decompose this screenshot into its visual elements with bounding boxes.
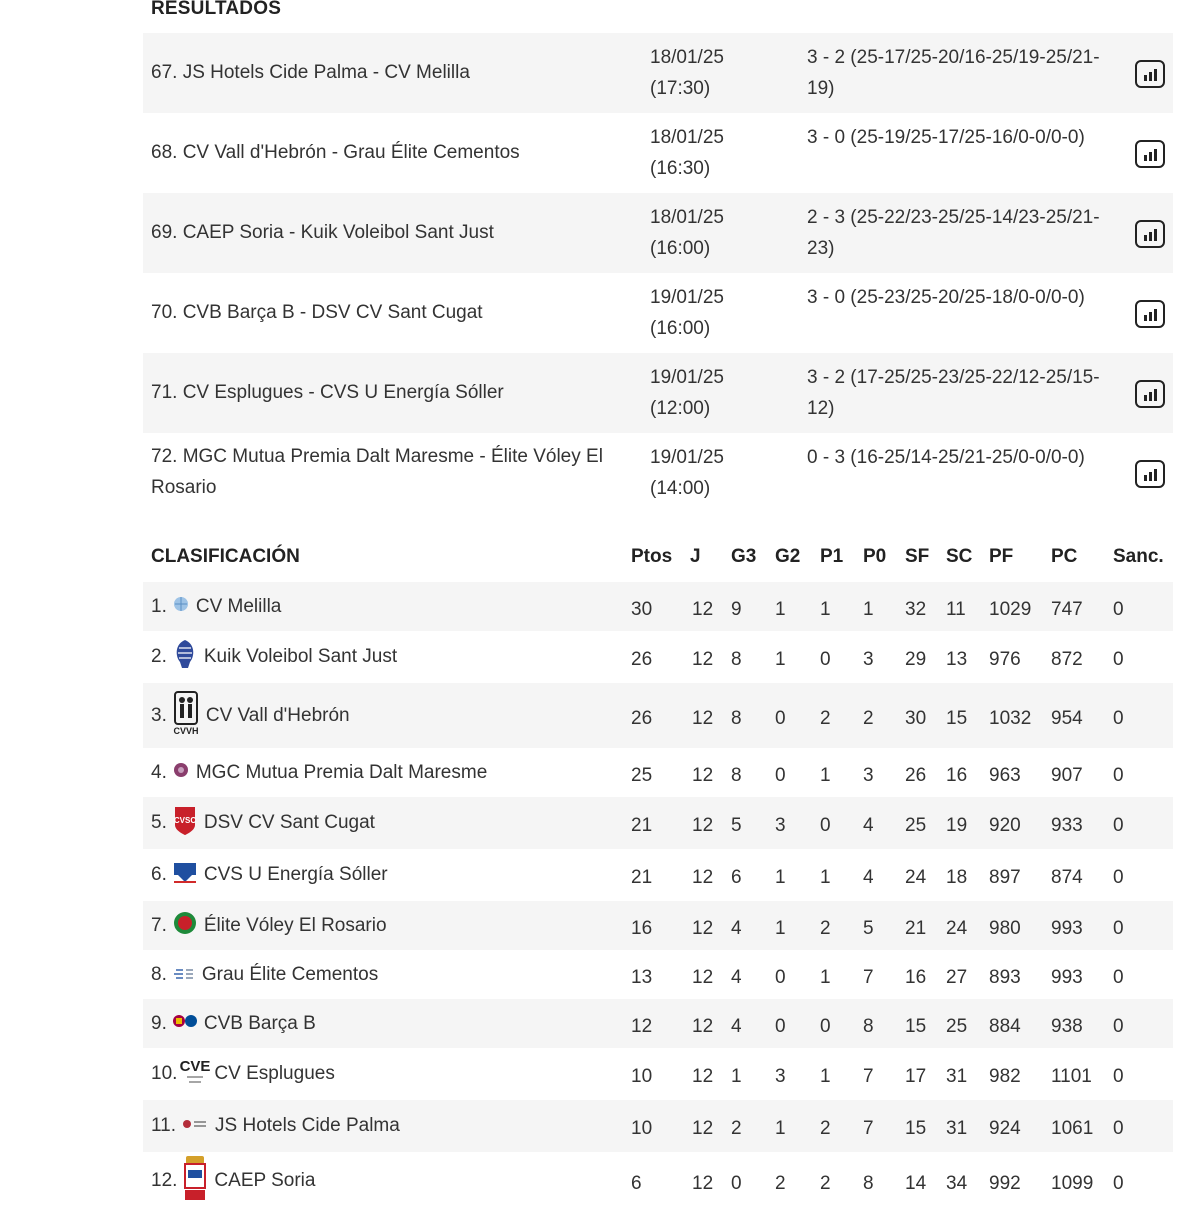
svg-text:CVSC: CVSC bbox=[173, 816, 196, 825]
standings-cell: 9 bbox=[731, 599, 742, 620]
stats-bar-glyph bbox=[1144, 155, 1147, 161]
standings-cell: 4 bbox=[863, 815, 874, 836]
standings-cell: 0 bbox=[1113, 1016, 1124, 1037]
result-score: 3 - 0 (25-23/25-20/25-18/0-0/0-0) bbox=[807, 287, 1085, 308]
standings-cell: 25 bbox=[905, 815, 927, 836]
standings-cell: 16 bbox=[905, 967, 927, 988]
standings-cell: 10 bbox=[631, 1066, 653, 1087]
column-header: SF bbox=[905, 546, 930, 567]
standings-cell: 12 bbox=[692, 649, 714, 670]
result-date: 18/01/25 bbox=[650, 127, 724, 148]
standings-cell: 1 bbox=[775, 599, 786, 620]
team-logo-icon bbox=[181, 1115, 209, 1137]
standings-cell: 12 bbox=[692, 1016, 714, 1037]
result-match: 68. CV Vall d'Hebrón - Grau Élite Cementos bbox=[151, 142, 520, 163]
standings-cell: 3 bbox=[863, 765, 874, 786]
svg-text:CVE: CVE bbox=[180, 1058, 211, 1075]
standings-cell: 0 bbox=[1113, 918, 1124, 939]
standings-cell: 12 bbox=[692, 765, 714, 786]
standings-cell: 0 bbox=[1113, 708, 1124, 729]
standings-cell: 1 bbox=[820, 967, 831, 988]
team-name: CVS U Energía Sóller bbox=[203, 864, 388, 885]
standings-cell: 1099 bbox=[1051, 1173, 1094, 1194]
result-datetime bbox=[650, 42, 800, 104]
standings-cell: 31 bbox=[946, 1066, 968, 1087]
column-header: Sanc. bbox=[1113, 546, 1164, 567]
standings-cell: 976 bbox=[989, 649, 1021, 670]
standings-cell: 963 bbox=[989, 765, 1021, 786]
standings-cell: 4 bbox=[731, 918, 742, 939]
standings-cell: 0 bbox=[1113, 765, 1124, 786]
team-name: CV Esplugues bbox=[214, 1063, 335, 1084]
standings-cell: 1 bbox=[775, 1118, 786, 1139]
standings-cell: 0 bbox=[820, 815, 831, 836]
standings-cell: 2 bbox=[863, 708, 874, 729]
team-logo-icon bbox=[172, 1013, 198, 1035]
column-header: G2 bbox=[775, 546, 801, 567]
standings-cell: 1 bbox=[731, 1066, 742, 1087]
standings-row bbox=[143, 748, 1173, 797]
result-date: 18/01/25 bbox=[650, 207, 724, 228]
standings-cell: 12 bbox=[692, 1118, 714, 1139]
team-name: CV Melilla bbox=[195, 595, 282, 617]
standings-cell: 993 bbox=[1051, 967, 1083, 988]
standings-cell: 12 bbox=[692, 1173, 714, 1194]
column-header: J bbox=[690, 546, 701, 567]
standings-cell: 1029 bbox=[989, 599, 1032, 620]
stats-bar-glyph bbox=[1149, 392, 1152, 401]
standings-cell: 25 bbox=[631, 765, 653, 786]
stats-bar-glyph bbox=[1149, 232, 1152, 241]
team-name: Grau Élite Cementos bbox=[201, 963, 379, 985]
standings-cell: 26 bbox=[631, 649, 653, 670]
team-name: DSV CV Sant Cugat bbox=[203, 812, 375, 833]
team-cell bbox=[151, 748, 487, 797]
standings-cell: 1 bbox=[820, 867, 831, 888]
team-name: CAEP Soria bbox=[214, 1170, 316, 1191]
column-header: PF bbox=[989, 546, 1014, 567]
standings-cell: 18 bbox=[946, 867, 968, 888]
svg-text:CVVH: CVVH bbox=[173, 725, 199, 736]
team-position: 4. bbox=[151, 761, 167, 783]
standings-cell: 0 bbox=[775, 765, 786, 786]
standings-cell: 32 bbox=[905, 599, 927, 620]
standings-cell: 6 bbox=[631, 1173, 642, 1194]
standings-cell: 10 bbox=[631, 1118, 653, 1139]
stats-chart-icon[interactable] bbox=[1135, 460, 1165, 488]
standings-cell: 16 bbox=[631, 918, 653, 939]
stats-bar-glyph bbox=[1149, 152, 1152, 161]
stats-chart-icon[interactable] bbox=[1135, 380, 1165, 408]
standings-cell: 1 bbox=[820, 1066, 831, 1087]
team-name: Élite Vóley El Rosario bbox=[203, 914, 387, 936]
standings-cell: 933 bbox=[1051, 815, 1083, 836]
result-datetime bbox=[650, 362, 800, 424]
standings-cell: 25 bbox=[946, 1016, 968, 1037]
result-match: 72. MGC Mutua Premia Dalt Maresme - Élite Vóley El Rosario bbox=[151, 446, 603, 498]
team-cell bbox=[151, 582, 281, 631]
result-time: (17:30) bbox=[650, 78, 711, 99]
stats-bar-glyph bbox=[1154, 389, 1157, 401]
standings-cell: 4 bbox=[731, 1016, 742, 1037]
standings-cell: 1 bbox=[775, 867, 786, 888]
standings-cell: 2 bbox=[820, 708, 831, 729]
result-date: 19/01/25 bbox=[650, 447, 724, 468]
result-row bbox=[143, 433, 1173, 513]
result-time: (16:00) bbox=[650, 318, 711, 339]
standings-row bbox=[143, 901, 1173, 950]
standings-cell: 3 bbox=[863, 649, 874, 670]
standings-cell: 2 bbox=[775, 1173, 786, 1194]
standings-cell: 8 bbox=[731, 708, 742, 729]
standings-cell: 26 bbox=[905, 765, 927, 786]
team-logo-icon bbox=[172, 964, 196, 986]
standings-cell: 8 bbox=[731, 765, 742, 786]
standings-table bbox=[143, 534, 1173, 1210]
standings-cell: 907 bbox=[1051, 765, 1083, 786]
standings-cell: 5 bbox=[863, 918, 874, 939]
stats-chart-icon[interactable] bbox=[1135, 220, 1165, 248]
team-name: JS Hotels Cide Palma bbox=[215, 1115, 400, 1136]
result-time: (16:30) bbox=[650, 158, 711, 179]
standings-cell: 0 bbox=[1113, 867, 1124, 888]
stats-bar-glyph bbox=[1144, 395, 1147, 401]
result-score: 2 - 3 (25-22/23-25/25-14/23-25/21-23) bbox=[807, 207, 1100, 259]
standings-cell: 982 bbox=[989, 1066, 1021, 1087]
team-position: 9. bbox=[151, 1012, 167, 1034]
standings-cell: 0 bbox=[1113, 815, 1124, 836]
result-match: 70. CVB Barça B - DSV CV Sant Cugat bbox=[151, 302, 483, 323]
stats-bar-glyph bbox=[1154, 149, 1157, 161]
standings-cell: 0 bbox=[775, 708, 786, 729]
result-row bbox=[143, 193, 1173, 273]
standings-cell: 884 bbox=[989, 1016, 1021, 1037]
stats-bar-glyph bbox=[1144, 75, 1147, 81]
standings-cell: 0 bbox=[820, 649, 831, 670]
standings-cell: 924 bbox=[989, 1118, 1021, 1139]
standings-cell: 2 bbox=[820, 1173, 831, 1194]
standings-cell: 17 bbox=[905, 1066, 927, 1087]
column-header: PC bbox=[1051, 546, 1078, 567]
standings-cell: 7 bbox=[863, 1066, 874, 1087]
standings-cell: 27 bbox=[946, 967, 968, 988]
standings-cell: 21 bbox=[631, 815, 653, 836]
standings-cell: 5 bbox=[731, 815, 742, 836]
result-time: (12:00) bbox=[650, 398, 711, 419]
team-logo-icon bbox=[172, 761, 190, 785]
result-time: (14:00) bbox=[650, 478, 711, 499]
result-score: 3 - 0 (25-19/25-17/25-16/0-0/0-0) bbox=[807, 127, 1085, 148]
team-position: 5. bbox=[151, 812, 167, 833]
standings-cell: 0 bbox=[1113, 1118, 1124, 1139]
team-cell bbox=[151, 1152, 315, 1210]
standings-cell: 0 bbox=[1113, 967, 1124, 988]
result-score: 3 - 2 (17-25/25-23/25-22/12-25/15-12) bbox=[807, 367, 1100, 419]
result-row bbox=[143, 273, 1173, 353]
standings-cell: 13 bbox=[631, 967, 653, 988]
team-logo-icon bbox=[172, 638, 198, 676]
result-match: 67. JS Hotels Cide Palma - CV Melilla bbox=[151, 62, 470, 83]
standings-row bbox=[143, 1152, 1173, 1210]
standings-cell: 1 bbox=[820, 599, 831, 620]
team-logo-icon bbox=[172, 803, 198, 843]
column-header: Ptos bbox=[631, 546, 673, 567]
standings-header bbox=[143, 534, 1173, 582]
standings-cell: 1061 bbox=[1051, 1118, 1094, 1139]
standings-cell: 2 bbox=[820, 918, 831, 939]
standings-cell: 1101 bbox=[1051, 1066, 1092, 1087]
column-header: G3 bbox=[731, 546, 757, 567]
stats-bar-glyph bbox=[1154, 229, 1157, 241]
standings-cell: 0 bbox=[820, 1016, 831, 1037]
team-cell bbox=[151, 683, 350, 748]
stats-bar-glyph bbox=[1154, 309, 1157, 321]
standings-cell: 14 bbox=[905, 1173, 927, 1194]
standings-row bbox=[143, 631, 1173, 683]
standings-title: CLASIFICACIÓN bbox=[151, 546, 300, 567]
standings-cell: 12 bbox=[692, 1066, 714, 1087]
standings-cell: 15 bbox=[946, 708, 968, 729]
team-cell bbox=[151, 797, 375, 849]
team-name: CV Vall d'Hebrón bbox=[205, 704, 350, 726]
team-name: MGC Mutua Premia Dalt Maresme bbox=[195, 761, 488, 783]
team-position: 8. bbox=[151, 963, 167, 985]
standings-cell: 30 bbox=[631, 599, 653, 620]
standings-cell: 920 bbox=[989, 815, 1021, 836]
team-position: 6. bbox=[151, 864, 167, 885]
standings-cell: 21 bbox=[631, 867, 653, 888]
standings-cell: 6 bbox=[731, 867, 742, 888]
team-position: 1. bbox=[151, 595, 167, 617]
standings-cell: 0 bbox=[1113, 1173, 1124, 1194]
standings-cell: 12 bbox=[692, 815, 714, 836]
standings-cell: 12 bbox=[692, 867, 714, 888]
standings-cell: 4 bbox=[863, 867, 874, 888]
team-position: 2. bbox=[151, 646, 167, 667]
team-logo-icon bbox=[172, 860, 198, 890]
team-cell bbox=[151, 950, 378, 999]
standings-cell: 24 bbox=[946, 918, 968, 939]
standings-cell: 1032 bbox=[989, 708, 1032, 729]
standings-cell: 12 bbox=[631, 1016, 653, 1037]
standings-cell: 1 bbox=[863, 599, 874, 620]
standings-cell: 24 bbox=[905, 867, 927, 888]
team-position: 7. bbox=[151, 914, 167, 936]
team-logo-icon bbox=[180, 1053, 211, 1095]
standings-cell: 872 bbox=[1051, 649, 1083, 670]
team-cell bbox=[151, 901, 387, 950]
standings-row bbox=[143, 683, 1173, 748]
team-position: 12. bbox=[151, 1170, 178, 1191]
standings-cell: 12 bbox=[692, 918, 714, 939]
team-cell bbox=[151, 631, 397, 683]
standings-cell: 30 bbox=[905, 708, 927, 729]
result-match: 71. CV Esplugues - CVS U Energía Sóller bbox=[151, 382, 504, 403]
standings-row bbox=[143, 999, 1173, 1048]
standings-cell: 8 bbox=[731, 649, 742, 670]
team-position: 3. bbox=[151, 704, 167, 726]
standings-cell: 0 bbox=[1113, 599, 1124, 620]
stats-bar-glyph bbox=[1154, 469, 1157, 481]
result-datetime bbox=[650, 282, 800, 344]
standings-cell: 0 bbox=[1113, 649, 1124, 670]
standings-cell: 12 bbox=[692, 967, 714, 988]
team-cell bbox=[151, 999, 316, 1048]
result-date: 18/01/25 bbox=[650, 47, 724, 68]
stats-bar-glyph bbox=[1144, 475, 1147, 481]
standings-cell: 19 bbox=[946, 815, 968, 836]
result-date: 19/01/25 bbox=[650, 367, 724, 388]
result-match: 69. CAEP Soria - Kuik Voleibol Sant Just bbox=[151, 222, 494, 243]
standings-cell: 29 bbox=[905, 649, 927, 670]
stats-chart-icon[interactable] bbox=[1135, 140, 1165, 168]
stats-bar-glyph bbox=[1149, 472, 1152, 481]
standings-cell: 874 bbox=[1051, 867, 1083, 888]
standings-cell: 7 bbox=[863, 967, 874, 988]
standings-row bbox=[143, 797, 1173, 849]
standings-row bbox=[143, 582, 1173, 631]
standings-row bbox=[143, 1100, 1173, 1152]
team-cell bbox=[151, 1048, 335, 1100]
result-row bbox=[143, 113, 1173, 193]
result-score: 3 - 2 (25-17/25-20/16-25/19-25/21-19) bbox=[807, 47, 1100, 99]
result-datetime bbox=[650, 442, 800, 504]
standings-cell: 12 bbox=[692, 599, 714, 620]
standings-cell: 992 bbox=[989, 1173, 1021, 1194]
standings-cell: 747 bbox=[1051, 599, 1083, 620]
team-name: Kuik Voleibol Sant Just bbox=[203, 646, 398, 667]
result-row bbox=[143, 33, 1173, 113]
standings-cell: 8 bbox=[863, 1016, 874, 1037]
standings-row bbox=[143, 950, 1173, 999]
standings-cell: 980 bbox=[989, 918, 1021, 939]
standings-cell: 13 bbox=[946, 649, 968, 670]
standings-cell: 26 bbox=[631, 708, 653, 729]
stats-bar-glyph bbox=[1144, 235, 1147, 241]
standings-cell: 15 bbox=[905, 1016, 927, 1037]
team-cell bbox=[151, 849, 388, 901]
standings-row bbox=[143, 1048, 1173, 1100]
standings-cell: 34 bbox=[946, 1173, 968, 1194]
team-position: 11. bbox=[151, 1115, 177, 1136]
stats-bar-glyph bbox=[1154, 69, 1157, 81]
stats-bar-glyph bbox=[1149, 72, 1152, 81]
standings-cell: 0 bbox=[731, 1173, 742, 1194]
standings-cell: 3 bbox=[775, 815, 786, 836]
standings-body bbox=[143, 582, 1173, 1210]
standings-cell: 0 bbox=[1113, 1066, 1124, 1087]
standings-cell: 2 bbox=[731, 1118, 742, 1139]
standings-cell: 31 bbox=[946, 1118, 968, 1139]
result-score: 0 - 3 (16-25/14-25/21-25/0-0/0-0) bbox=[807, 447, 1085, 468]
stats-bar-glyph bbox=[1144, 315, 1147, 321]
team-position: 10. bbox=[151, 1063, 178, 1084]
result-time: (16:00) bbox=[650, 238, 711, 259]
result-datetime bbox=[650, 122, 800, 184]
standings-row bbox=[143, 849, 1173, 901]
standings-cell: 1 bbox=[820, 765, 831, 786]
stats-chart-icon[interactable] bbox=[1135, 300, 1165, 328]
standings-cell: 15 bbox=[905, 1118, 927, 1139]
standings-cell: 21 bbox=[905, 918, 927, 939]
standings-cell: 993 bbox=[1051, 918, 1083, 939]
team-logo-icon bbox=[172, 910, 198, 942]
standings-cell: 4 bbox=[731, 967, 742, 988]
standings-cell: 0 bbox=[775, 967, 786, 988]
results-list bbox=[143, 33, 1173, 513]
standings-cell: 8 bbox=[863, 1173, 874, 1194]
standings-cell: 938 bbox=[1051, 1016, 1083, 1037]
standings-cell: 12 bbox=[692, 708, 714, 729]
standings-cell: 0 bbox=[775, 1016, 786, 1037]
standings-cell: 1 bbox=[775, 649, 786, 670]
results-title: RESULTADOS bbox=[151, 0, 282, 19]
result-datetime bbox=[650, 202, 800, 264]
column-header: P1 bbox=[820, 546, 844, 567]
standings-cell: 897 bbox=[989, 867, 1021, 888]
team-logo-icon bbox=[172, 595, 190, 619]
result-row bbox=[143, 353, 1173, 433]
standings-cell: 7 bbox=[863, 1118, 874, 1139]
standings-cell: 16 bbox=[946, 765, 968, 786]
standings-cell: 954 bbox=[1051, 708, 1083, 729]
standings-cell: 2 bbox=[820, 1118, 831, 1139]
team-logo-icon bbox=[182, 1154, 208, 1208]
column-header: P0 bbox=[863, 546, 887, 567]
stats-bar-glyph bbox=[1149, 312, 1152, 321]
team-name: CVB Barça B bbox=[203, 1012, 316, 1034]
column-header: SC bbox=[946, 546, 973, 567]
stats-chart-icon[interactable] bbox=[1135, 60, 1165, 88]
team-logo-icon bbox=[172, 690, 200, 742]
standings-cell: 1 bbox=[775, 918, 786, 939]
standings-cell: 11 bbox=[946, 599, 966, 620]
team-cell bbox=[151, 1100, 400, 1152]
result-date: 19/01/25 bbox=[650, 287, 724, 308]
standings-cell: 3 bbox=[775, 1066, 786, 1087]
standings-cell: 893 bbox=[989, 967, 1021, 988]
